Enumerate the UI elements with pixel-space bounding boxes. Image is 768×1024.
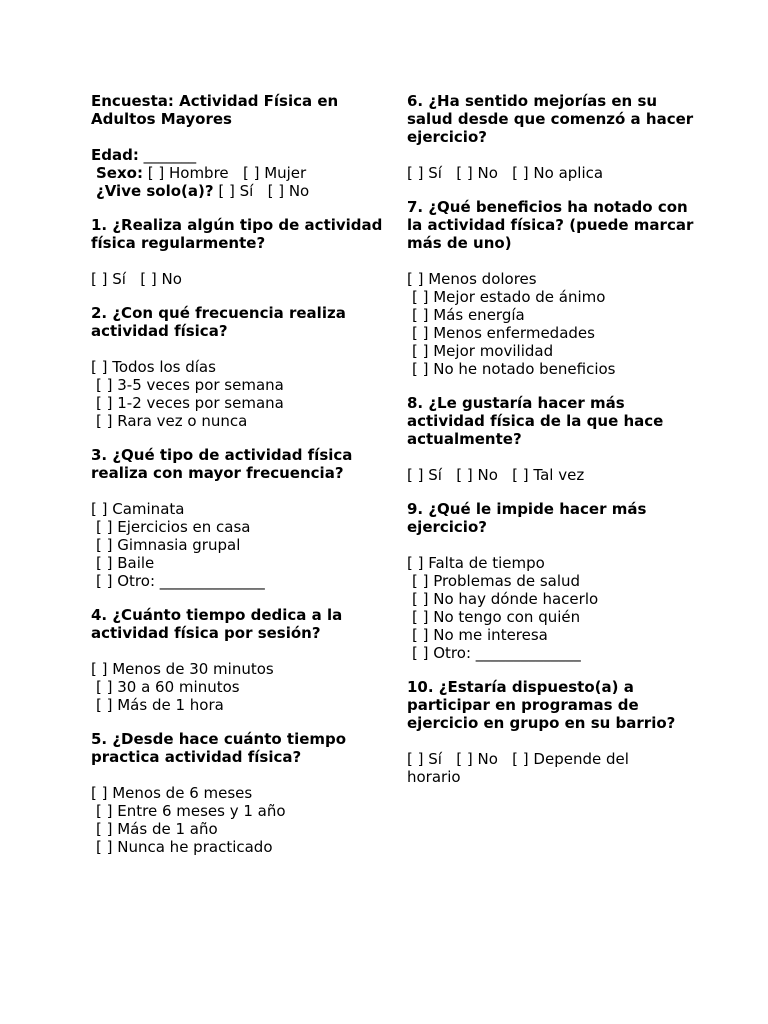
sexo-row	[91, 164, 391, 182]
option: [ ] No he notado beneficios	[412, 360, 616, 378]
option: [ ] Entre 6 meses y 1 año	[96, 802, 286, 820]
question-title: 4. ¿Cuánto tiempo dedica a la actividad física por sesión?	[91, 606, 343, 642]
option: [ ] Nunca he practicado	[96, 838, 273, 856]
vive-options: [ ] Sí [ ] No	[218, 182, 310, 200]
vive-label: ¿Vive solo(a)?	[96, 182, 214, 200]
option: [ ] Problemas de salud	[412, 572, 581, 590]
question-title: 7. ¿Qué beneficios ha notado con la actividad física? (puede marcar más de uno)	[407, 198, 694, 252]
question-options	[407, 554, 707, 662]
question-1	[91, 216, 391, 288]
edad-blank: _______	[143, 146, 197, 164]
option: [ ] Sí [ ] No [ ] Tal vez	[407, 466, 585, 484]
question-7	[407, 198, 707, 378]
option: [ ] Sí [ ] No	[91, 270, 182, 288]
question-title: 6. ¿Ha sentido mejorías en su salud desde que comenzó a hacer ejercicio?	[407, 92, 694, 146]
question-3	[91, 446, 391, 590]
option: [ ] Más energía	[412, 306, 525, 324]
question-options	[407, 750, 707, 786]
option: [ ] Rara vez o nunca	[96, 412, 248, 430]
question-8	[407, 394, 707, 484]
option: [ ] Baile	[96, 554, 155, 572]
question-4	[91, 606, 391, 714]
option: [ ] No me interesa	[412, 626, 548, 644]
question-10	[407, 678, 707, 786]
option: [ ] Falta de tiempo	[407, 554, 545, 572]
question-6	[407, 92, 707, 182]
question-title: 10. ¿Estaría dispuesto(a) a participar en programas de ejercicio en grupo en su barrio?	[407, 678, 676, 732]
option: [ ] Más de 1 año	[96, 820, 218, 838]
option: [ ] No hay dónde hacerlo	[412, 590, 599, 608]
question-9	[407, 500, 707, 662]
option: [ ] Sí [ ] No [ ] No aplica	[407, 164, 604, 182]
option: [ ] Menos dolores	[407, 270, 537, 288]
question-title: 3. ¿Qué tipo de actividad física realiza con mayor frecuencia?	[91, 446, 353, 482]
demographics	[91, 146, 391, 200]
question-options	[407, 164, 707, 182]
question-title: 5. ¿Desde hace cuánto tiempo practica actividad física?	[91, 730, 347, 766]
option: [ ] Menos enfermedades	[412, 324, 595, 342]
option: [ ] Otro: ______________	[96, 572, 265, 590]
question-options	[91, 500, 391, 590]
question-options	[91, 784, 391, 856]
question-options	[91, 270, 391, 288]
question-title: 9. ¿Qué le impide hacer más ejercicio?	[407, 500, 647, 536]
option: [ ] Mejor estado de ánimo	[412, 288, 606, 306]
question-title: 1. ¿Realiza algún tipo de actividad física regularmente?	[91, 216, 383, 252]
question-options	[91, 660, 391, 714]
option: [ ] Más de 1 hora	[96, 696, 224, 714]
question-options	[407, 270, 707, 378]
sexo-label: Sexo:	[96, 164, 143, 182]
option: [ ] Otro: ______________	[412, 644, 581, 662]
option: [ ] Mejor movilidad	[412, 342, 554, 360]
survey-title: Encuesta: Actividad Física en Adultos Mayores	[91, 92, 339, 128]
option: [ ] 1-2 veces por semana	[96, 394, 284, 412]
left-column	[91, 92, 391, 872]
sexo-options: [ ] Hombre [ ] Mujer	[147, 164, 307, 182]
question-title: 8. ¿Le gustaría hacer más actividad física de la que hace actualmente?	[407, 394, 664, 448]
question-options	[91, 358, 391, 430]
right-column	[407, 92, 707, 802]
question-title: 2. ¿Con qué frecuencia realiza actividad física?	[91, 304, 346, 340]
option: [ ] Ejercicios en casa	[96, 518, 251, 536]
question-5	[91, 730, 391, 856]
option: [ ] Todos los días	[91, 358, 216, 376]
option: [ ] Menos de 30 minutos	[91, 660, 274, 678]
question-options	[407, 466, 707, 484]
vive-row	[91, 182, 391, 200]
edad-label: Edad:	[91, 146, 139, 164]
option: [ ] Gimnasia grupal	[96, 536, 241, 554]
option: [ ] 30 a 60 minutos	[96, 678, 240, 696]
option: [ ] 3-5 veces por semana	[96, 376, 284, 394]
option: [ ] No tengo con quién	[412, 608, 581, 626]
edad-row	[91, 146, 391, 164]
question-2	[91, 304, 391, 430]
option: [ ] Menos de 6 meses	[91, 784, 253, 802]
option: [ ] Sí [ ] No [ ] Depende del horario	[407, 750, 634, 786]
option: [ ] Caminata	[91, 500, 185, 518]
